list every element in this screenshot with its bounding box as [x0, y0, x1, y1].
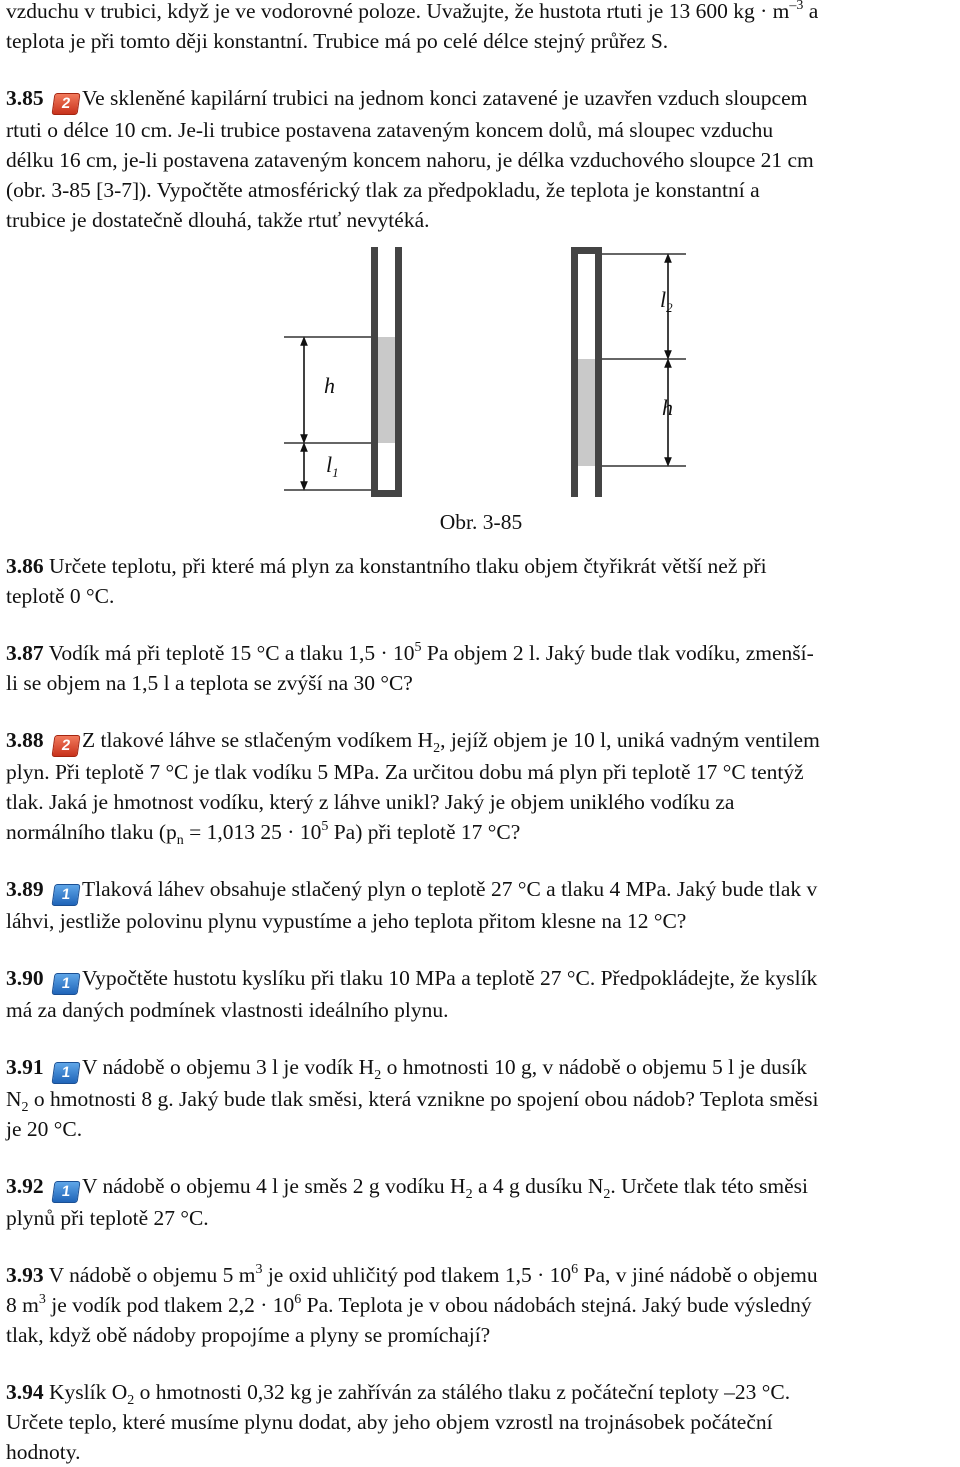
- text-line: má za daných podmínek vlastnosti ideálního plynu.: [6, 998, 449, 1022]
- label-h-left: h: [324, 373, 335, 398]
- text-line: plynů při teplotě 27 °C.: [6, 1206, 209, 1230]
- difficulty-badge-icon: 2: [51, 735, 80, 757]
- problem-number: 3.87: [6, 641, 44, 665]
- text-line: $N_2$ o hmotnosti 8 g. Jaký bude tlak směsi, která vznikne po spojení obou nádob? Teplota směsi: [6, 1087, 819, 1115]
- problem-number: 3.88: [6, 728, 44, 752]
- problem-number: 3.86: [6, 554, 44, 578]
- text-line: (obr. 3-85 [3-7]). Vypočtěte atmosférický tlak za předpokladu, že teplota je konstantní a: [6, 178, 760, 202]
- problem-3-90: 3.90 1 Vypočtěte hustotu kyslíku při tlaku 10 MPa a teplotě 27 °C. Předpokládejte, že kyslík má za daných podmínek vlastnosti ideálního plynu.: [6, 963, 956, 1025]
- problem-3-88: 3.88 2 Z tlakové láhve se stlačeným vodíkem $H_2$, jejíž objem je 10 l, uniká vadným ventilem plyn. Při teplotě 7 °C je tlak vodíku 5 MPa. Za určitou dobu má plyn při teplotě 17 °C tentýž tlak. Jaká je hmotnost vodíku, který z láhve unikl? Jaký je objem uniklého vodíku za normálního tlaku ($p_n = 1,013$ $25 \cdot 10^5$ Pa) při teplotě 17 °C?: [6, 725, 956, 847]
- figure-caption: Obr. 3-85: [439, 510, 523, 534]
- right-tube: [571, 247, 686, 497]
- problem-3-86: 3.86 Určete teplotu, při které má plyn za konstantního tlaku objem čtyřikrát větší než při teplotě 0 °C.: [6, 551, 956, 611]
- text-line: délku 16 cm, je-li postavena zataveným koncem nahoru, je délka vzduchového sloupce 21 cm: [6, 148, 814, 172]
- difficulty-badge-icon: 1: [51, 973, 80, 995]
- difficulty-badge-icon: 1: [51, 1062, 80, 1084]
- text-line: plyn. Při teplotě 7 °C je tlak vodíku 5 MPa. Za určitou dobu má plyn při teplotě 17 °C tentýž: [6, 760, 804, 784]
- problem-3-94: 3.94 Kyslík $O_2$ o hmotnosti 0,32 kg je zahříván za stálého tlaku z počáteční teploty –23 °C. Určete teplo, které musíme plynu dodat, aby jeho objem vzrostl na trojnásobek počáteční hodnoty.: [6, 1377, 956, 1467]
- text-line: tlak. Jaká je hmotnost vodíku, který z láhve unikl? Jaký je objem uniklého vodíku za: [6, 790, 735, 814]
- problem-number: 3.92: [6, 1174, 44, 1198]
- tube-diagram: [6, 247, 956, 509]
- text-line: vzduchu v trubici, když je ve vodorovné poloze. Uvažujte, že hustota rtuti je 13 600 kg · $m^{-3}$ a: [6, 0, 819, 23]
- problem-3-85: 3.85 2 Ve skleněné kapilární trubici na jednom konci zatavené je uzavřen vzduch sloupcem rtuti o délce 10 cm. Je-li trubice postavena zataveným koncem dolů, má sloupec vzduchu délku 16 cm, je-li postavena zataveným koncem nahoru, je délka vzduchového sloupce 21 cm (obr. 3-85 [3-7]). Vypočtěte atmosférický tlak za předpokladu, že teplota je konstantní a trubice je dostatečně dlouhá, takže rtuť nevytéká.: [6, 83, 956, 235]
- mercury-column-left: [378, 337, 395, 443]
- text-line: li se objem na 1,5 l a teplota se zvýší na 30 °C?: [6, 671, 413, 695]
- problem-number: 3.85: [6, 86, 44, 110]
- problem-number: 3.93: [6, 1263, 44, 1287]
- text-line: trubice je dostatečně dlouhá, takže rtuť nevytéká.: [6, 208, 430, 232]
- label-l-right: $l_2$: [660, 287, 673, 315]
- problem-number: 3.90: [6, 966, 44, 990]
- difficulty-badge-icon: 2: [51, 93, 80, 115]
- label-l-left: $l_1$: [326, 452, 339, 480]
- text-line: 8 $m^3$ je vodík pod tlakem $2,2 \cdot 10^6$ Pa. Teplota je v obou nádobách stejná. Jaký bude výsledný: [6, 1292, 812, 1317]
- figure-3-85: [6, 247, 956, 509]
- difficulty-badge-icon: 1: [51, 884, 80, 906]
- intro-paragraph: [6, 0, 956, 56]
- problem-number: 3.94: [6, 1380, 44, 1404]
- text-line: láhvi, jestliže polovinu plynu vypustíme a jeho teplota přitom klesne na 12 °C?: [6, 909, 687, 933]
- text-line: rtuti o délce 10 cm. Je-li trubice postavena zataveným koncem dolů, má sloupec vzduchu: [6, 118, 774, 142]
- problem-3-87: 3.87 Vodík má při teplotě 15 °C a tlaku $1,5 \cdot 10^5$ Pa objem 2 l. Jaký bude tlak vodíku, zmenší- li se objem na 1,5 l a teplota se zvýší na 30 °C?: [6, 638, 956, 698]
- text-line: tlak, když obě nádoby propojíme a plyny se promíchají?: [6, 1323, 491, 1347]
- document-page: [6, 0, 956, 1467]
- problem-3-93: 3.93 V nádobě o objemu 5 $m^3$ je oxid uhličitý pod tlakem $1,5 \cdot 10^6$ Pa, v jiné nádobě o objemu 8 $m^3$ je vodík pod tlakem $2,2 \cdot 10^6$ Pa. Teplota je v obou nádobách stejná. Jaký bude výsledný tlak, když obě nádoby propojíme a plyny se promíchají?: [6, 1260, 956, 1350]
- difficulty-badge-icon: 1: [51, 1181, 80, 1203]
- mercury-column-right: [578, 359, 595, 466]
- problem-3-91: 3.91 1 V nádobě o objemu 3 l je vodík $H_2$ o hmotnosti 10 g, v nádobě o objemu 5 l je dusík $N_2$ o hmotnosti 8 g. Jaký bude tlak směsi, která vznikne po spojení obou nádob? Teplota směsi je 20 °C.: [6, 1052, 956, 1144]
- text-line: je 20 °C.: [6, 1117, 83, 1141]
- text-line: teplotě 0 °C.: [6, 584, 115, 608]
- text-line: hodnoty.: [6, 1440, 81, 1464]
- problem-number: 3.91: [6, 1055, 44, 1079]
- problem-3-89: 3.89 1 Tlaková láhev obsahuje stlačený plyn o teplotě 27 °C a tlaku 4 MPa. Jaký bude tlak v láhvi, jestliže polovinu plynu vypustíme a jeho teplota přitom klesne na 12 °C?: [6, 874, 956, 936]
- label-h-right: h: [662, 395, 673, 420]
- text-line: teplota je při tomto ději konstantní. Trubice má po celé délce stejný průřez S.: [6, 29, 669, 53]
- text-line: Určete teplo, které musíme plynu dodat, aby jeho objem vzrostl na trojnásobek počáteční: [6, 1410, 773, 1434]
- problem-number: 3.89: [6, 877, 44, 901]
- text-line: normálního tlaku ($p_n = 1,013$ $25 \cdot 10^5$ Pa) při teplotě 17 °C?: [6, 819, 521, 848]
- left-tube: [284, 247, 402, 497]
- problem-3-92: 3.92 1 V nádobě o objemu 4 l je směs 2 g vodíku $H_2$ a 4 g dusíku $N_2$. Určete tlak této směsi plynů při teplotě 27 °C.: [6, 1171, 956, 1233]
